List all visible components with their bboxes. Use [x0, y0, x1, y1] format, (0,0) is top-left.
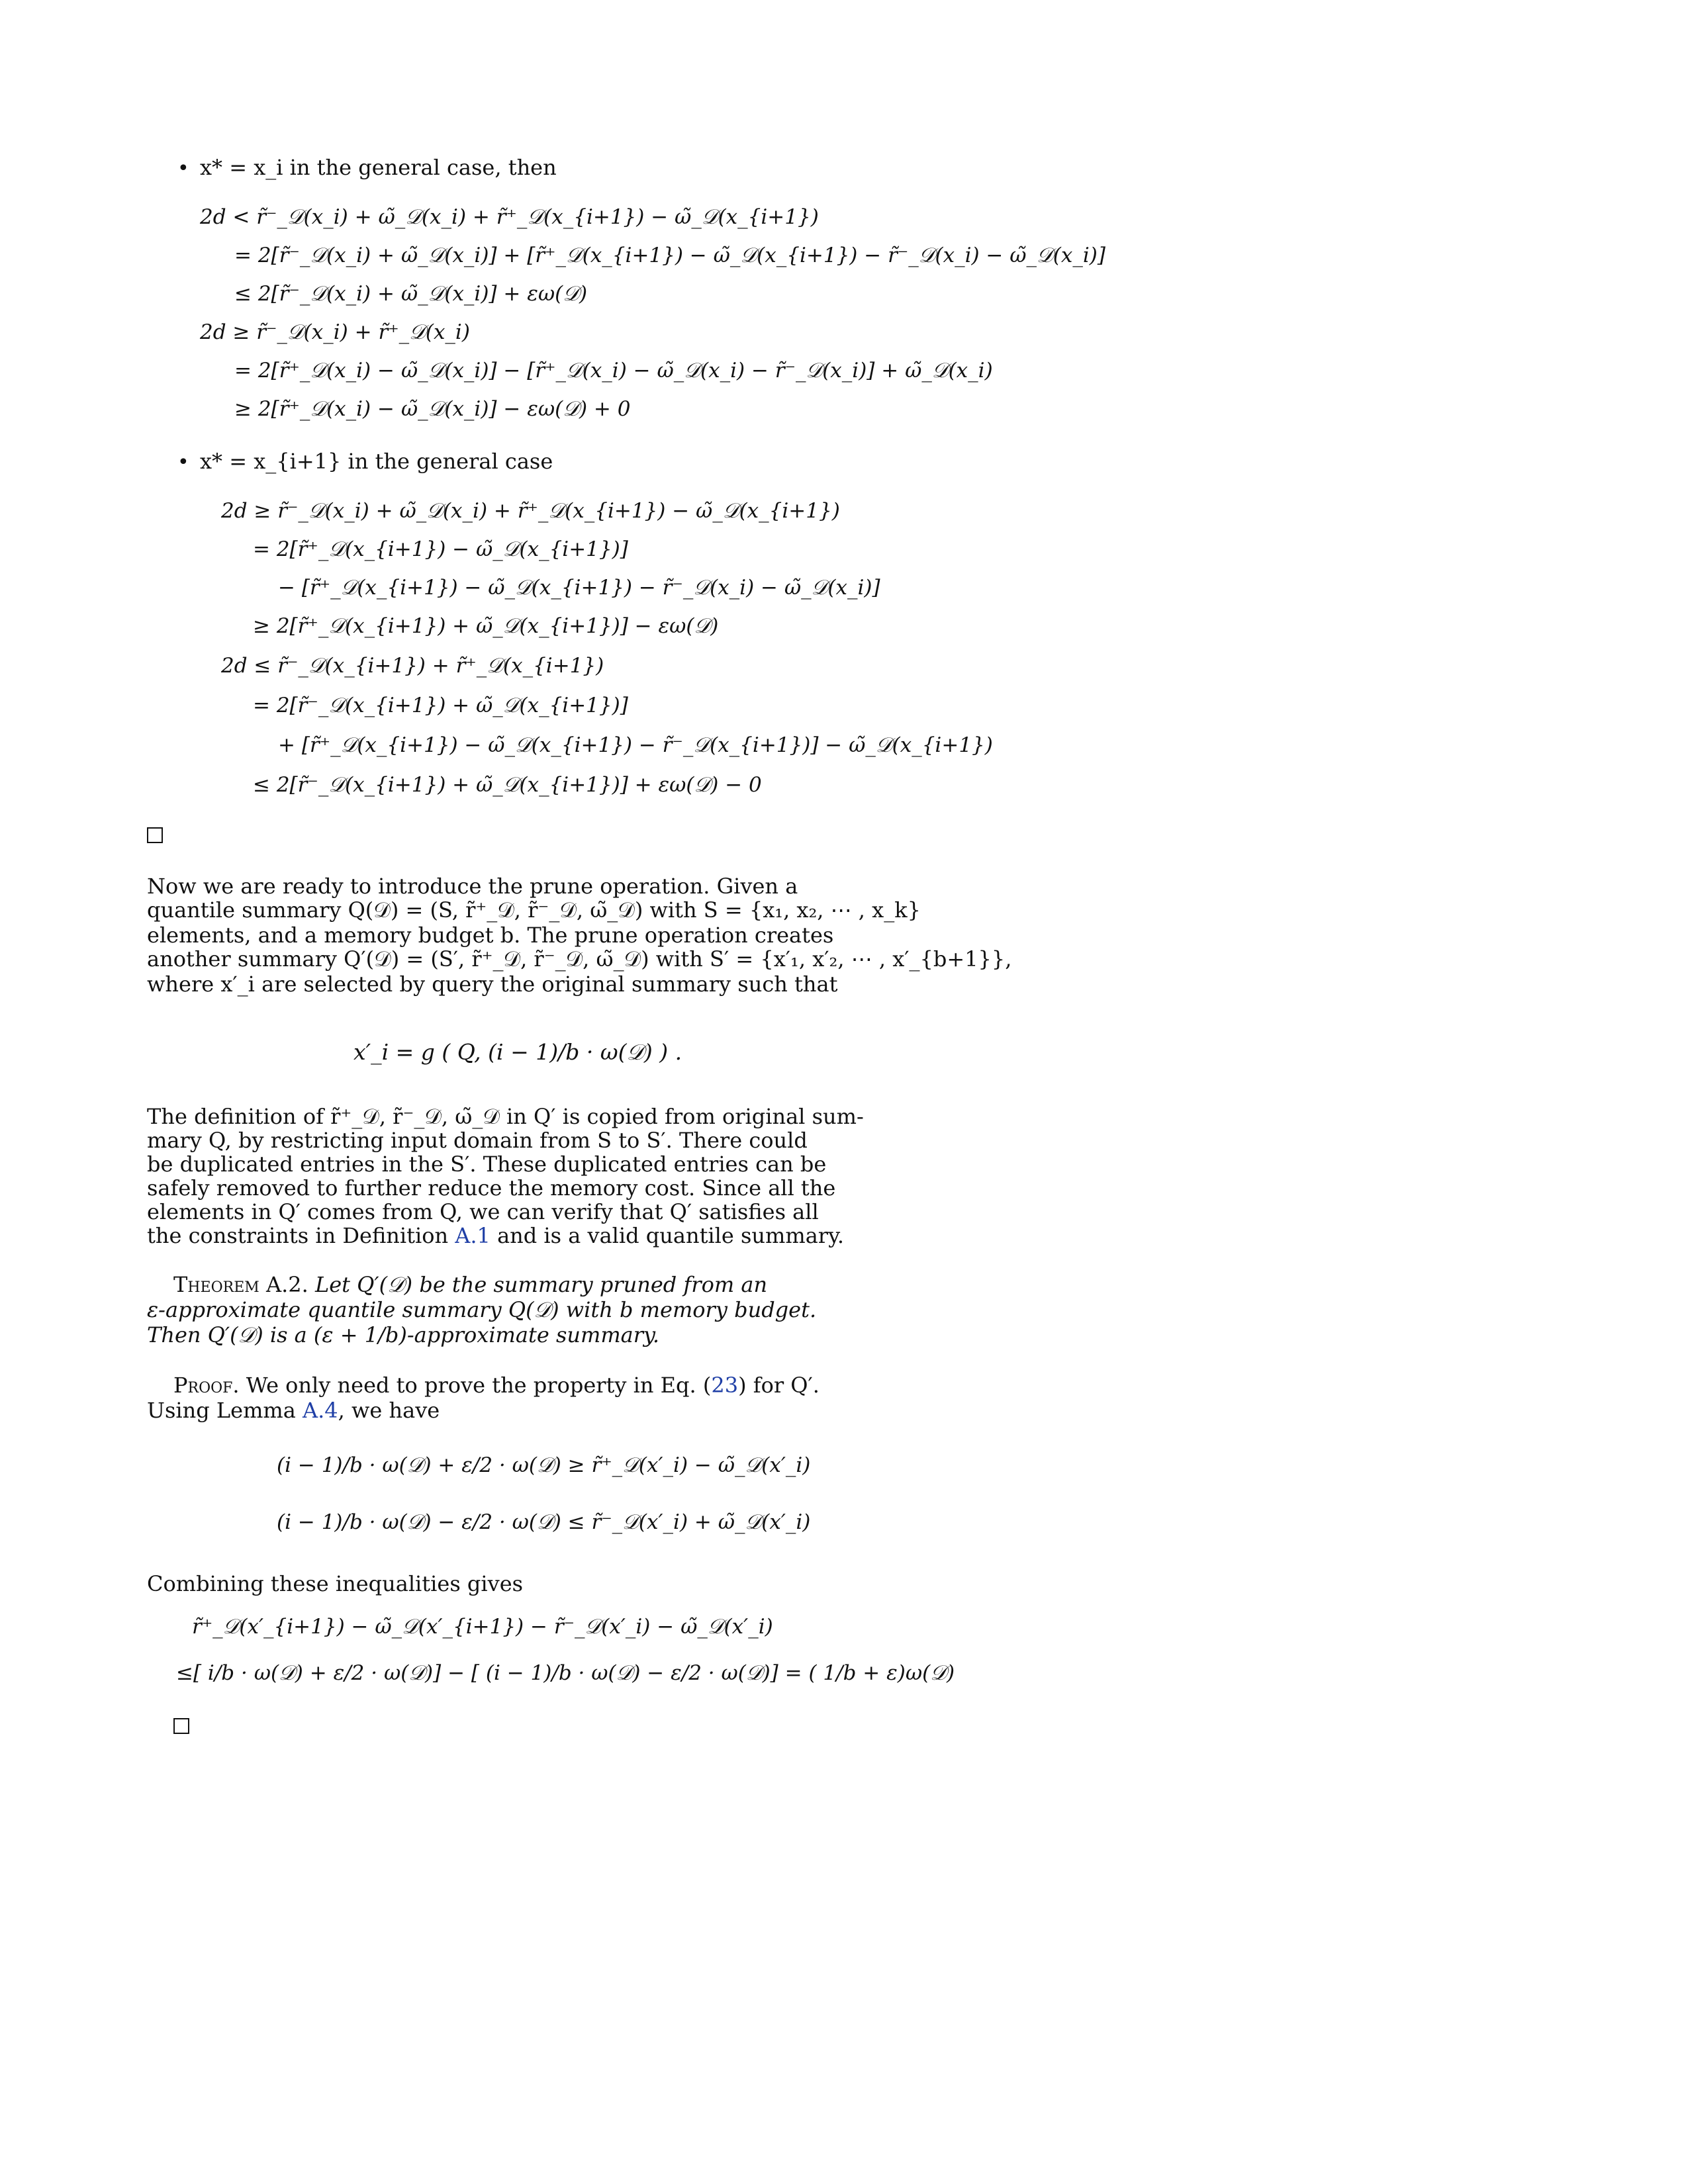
bullet-text: x* = x_i in the general case, then — [200, 155, 557, 180]
proof-line — [173, 1374, 820, 1397]
definition-link[interactable]: A.1 — [455, 1223, 491, 1248]
paragraph-line: safely removed to further reduce the memory cost. Since all the — [147, 1175, 836, 1201]
text-run: and is a valid quantile summary. — [490, 1223, 845, 1248]
theorem-text: Let Q′(𝒟) be the summary pruned from an — [314, 1272, 768, 1297]
paragraph-line: Now we are ready to introduce the prune operation. Given a — [147, 874, 798, 899]
equation-line: = 2[r̃⁺_𝒟(x_{i+1}) − ω̃_𝒟(x_{i+1})] — [253, 537, 628, 561]
theorem-number: A.2. — [265, 1272, 308, 1297]
equation-link[interactable]: 23 — [711, 1373, 739, 1398]
equation-line: 2d ≥ r̃⁻_𝒟(x_i) + r̃⁺_𝒟(x_i) — [200, 320, 470, 344]
proof-label: Proof. — [173, 1373, 240, 1398]
paragraph-line — [147, 1224, 844, 1248]
qed-box — [173, 1718, 189, 1734]
paragraph-line: another summary Q′(𝒟) = (S′, r̃⁺_𝒟, r̃⁻_𝒟, ω̃_𝒟) with S′ = {x′₁, x′₂, ⋯ , x′_{b+1}}, — [147, 946, 1012, 972]
bullet-marker: • — [177, 451, 189, 474]
theorem-label: Theorem — [173, 1272, 259, 1297]
equation-line: − [r̃⁺_𝒟(x_{i+1}) − ω̃_𝒟(x_{i+1}) − r̃⁻_𝒟(x_i) − ω̃_𝒟(x_i)] — [278, 576, 880, 600]
equation-line: 2d ≥ r̃⁻_𝒟(x_i) + ω̃_𝒟(x_i) + r̃⁺_𝒟(x_{i+1}) − ω̃_𝒟(x_{i+1}) — [221, 499, 840, 523]
equation-line: ≤[ i/b · ω(𝒟) + ε/2 · ω(𝒟)] − [ (i − 1)/b · ω(𝒟) − ε/2 · ω(𝒟)] = ( 1/b + ε)ω(𝒟) — [176, 1661, 955, 1685]
equation-line: (i − 1)/b · ω(𝒟) + ε/2 · ω(𝒟) ≥ r̃⁺_𝒟(x′_i) − ω̃_𝒟(x′_i) — [277, 1453, 811, 1477]
equation-line: 2d < r̃⁻_𝒟(x_i) + ω̃_𝒟(x_i) + r̃⁺_𝒟(x_{i+1}) − ω̃_𝒟(x_{i+1}) — [200, 205, 819, 229]
equation-line: ≥ 2[r̃⁺_𝒟(x_{i+1}) + ω̃_𝒟(x_{i+1})] − εω(𝒟) — [253, 614, 719, 638]
bullet-marker: • — [177, 157, 189, 180]
theorem-line — [173, 1273, 767, 1297]
paragraph-line: mary Q, by restricting input domain from S to S′. There could — [147, 1128, 808, 1153]
paragraph-line: The definition of r̃⁺_𝒟, r̃⁻_𝒟, ω̃_𝒟 in Q′ is copied from original sum- — [147, 1104, 864, 1129]
equation-line: = 2[r̃⁻_𝒟(x_i) + ω̃_𝒟(x_i)] + [r̃⁺_𝒟(x_{i+1}) − ω̃_𝒟(x_{i+1}) − r̃⁻_𝒟(x_i) − ω̃_𝒟(x_i)] — [234, 244, 1105, 267]
text-run: , we have — [338, 1398, 440, 1423]
qed-box — [147, 827, 163, 843]
lemma-link[interactable]: A.4 — [303, 1398, 338, 1423]
equation-line: r̃⁺_𝒟(x′_{i+1}) − ω̃_𝒟(x′_{i+1}) − r̃⁻_𝒟(x′_i) − ω̃_𝒟(x′_i) — [192, 1615, 773, 1639]
proof-line — [147, 1399, 440, 1422]
equation-line: = 2[r̃⁻_𝒟(x_{i+1}) + ω̃_𝒟(x_{i+1})] — [253, 694, 628, 717]
equation-line: ≤ 2[r̃⁻_𝒟(x_{i+1}) + ω̃_𝒟(x_{i+1})] + εω(𝒟) − 0 — [253, 773, 762, 797]
equation-line: ≥ 2[r̃⁺_𝒟(x_i) − ω̃_𝒟(x_i)] − εω(𝒟) + 0 — [234, 397, 631, 421]
paragraph-line: where x′_i are selected by query the original summary such that — [147, 972, 838, 997]
paragraph-line: elements in Q′ comes from Q, we can verify that Q′ satisfies all — [147, 1199, 819, 1224]
selection-equation: x′_i = g ( Q, (i − 1)/b · ω(𝒟) ) . — [353, 1039, 682, 1065]
equation-line: + [r̃⁺_𝒟(x_{i+1}) − ω̃_𝒟(x_{i+1}) − r̃⁻_𝒟(x_{i+1})] − ω̃_𝒟(x_{i+1}) — [278, 733, 993, 757]
theorem-text: ε-approximate quantile summary Q(𝒟) with b memory budget. — [147, 1297, 817, 1322]
equation-line: 2d ≤ r̃⁻_𝒟(x_{i+1}) + r̃⁺_𝒟(x_{i+1}) — [221, 654, 604, 678]
equation-line: = 2[r̃⁺_𝒟(x_i) − ω̃_𝒟(x_i)] − [r̃⁺_𝒟(x_i) − ω̃_𝒟(x_i) − r̃⁻_𝒟(x_i)] + ω̃_𝒟(x_i) — [234, 359, 993, 383]
paragraph-line: quantile summary Q(𝒟) = (S, r̃⁺_𝒟, r̃⁻_𝒟, ω̃_𝒟) with S = {x₁, x₂, ⋯ , x_k} — [147, 897, 921, 923]
equation-line: ≤ 2[r̃⁻_𝒟(x_i) + ω̃_𝒟(x_i)] + εω(𝒟) — [234, 282, 588, 306]
equation-line: (i − 1)/b · ω(𝒟) − ε/2 · ω(𝒟) ≤ r̃⁻_𝒟(x′_i) + ω̃_𝒟(x′_i) — [277, 1510, 811, 1534]
text-run: ) for Q′. — [738, 1373, 820, 1398]
text-run: We only need to prove the property in Eq. ( — [246, 1373, 712, 1398]
paragraph-line: Combining these inequalities gives — [147, 1571, 524, 1596]
bullet-text: x* = x_{i+1} in the general case — [200, 449, 553, 474]
paragraph-line: elements, and a memory budget b. The prune operation creates — [147, 923, 834, 948]
text-run: the constraints in Definition — [147, 1223, 455, 1248]
text-run: Using Lemma — [147, 1398, 303, 1423]
paragraph-line: be duplicated entries in the S′. These duplicated entries can be — [147, 1152, 827, 1177]
theorem-text: Then Q′(𝒟) is a (ε + 1/b)-approximate summary. — [147, 1322, 660, 1347]
